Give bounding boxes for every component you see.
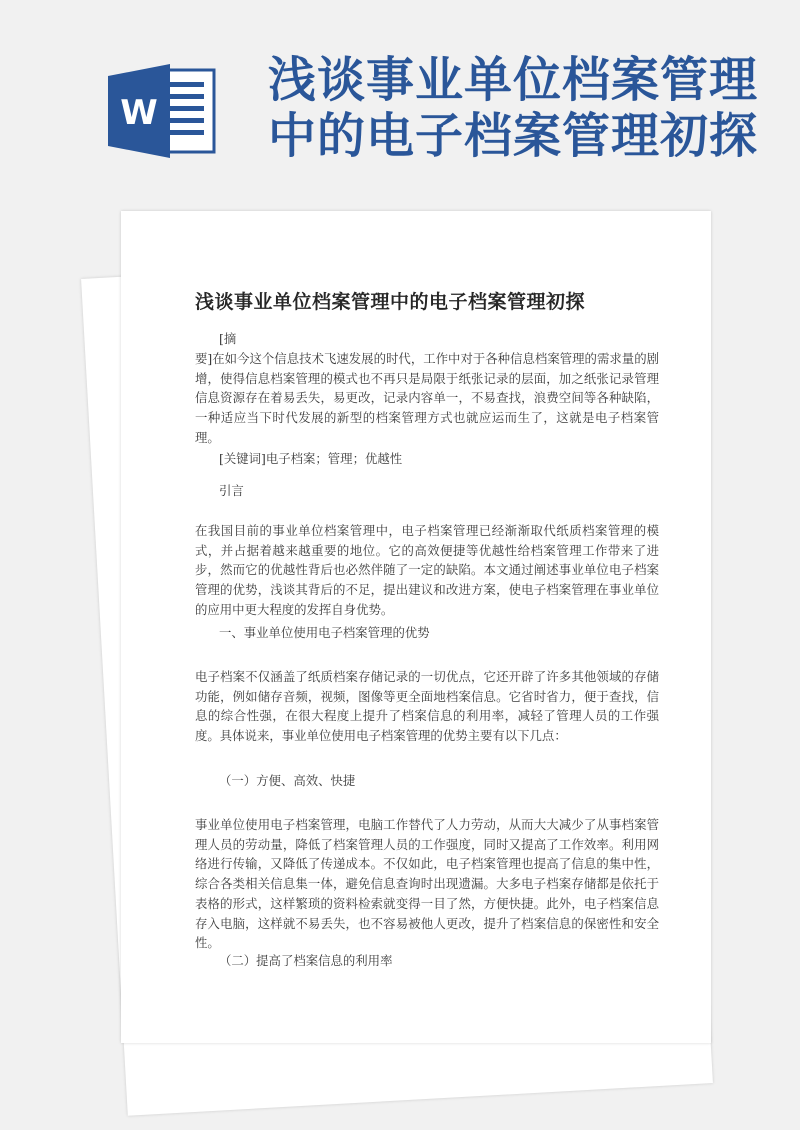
subsection-heading-convenience: （一）方便、高效、快捷 <box>219 773 356 788</box>
section1-paragraph: 电子档案不仅涵盖了纸质档案存储记录的一切优点，它还开辟了许多其他领域的存储功能，例如储存音频，视频，图像等更全面地档案信息。它省时省力，便于查找，信息的综合性强，在很大程度上提升了档案信息的利用率，减轻了管理人员的工作强度。具体说来，事业单位使用电子档案管理的优势主要有以下几点： <box>195 669 659 744</box>
intro-heading: 引言 <box>219 483 244 498</box>
banner-title-line1: 浅谈事业单位档案管理 <box>268 52 759 108</box>
subsection-heading-utilization: （二）提高了档案信息的利用率 <box>219 953 393 968</box>
word-icon <box>108 64 218 158</box>
svg-text:W: W <box>120 93 158 133</box>
abstract-label: [摘 <box>219 331 237 346</box>
document-page <box>121 211 711 1043</box>
banner <box>0 0 800 200</box>
banner-title <box>268 52 788 164</box>
keywords: [关键词]电子档案；管理；优越性 <box>219 451 403 466</box>
abstract-text: 要]在如今这个信息技术飞速发展的时代，工作中对于各种信息档案管理的需求量的剧增，使得信息档案管理的模式也不再只是局限于纸张记录的层面，加之纸张记录管理信息资源存在着易丢失，易更改，记录内容单一，不易查找，浪费空间等各种缺陷，一种适应当下时代发展的新型的档案管理方式也就应运而生了，这就是电子档案管理。 <box>195 351 659 445</box>
section-heading-advantages: 一、事业单位使用电子档案管理的优势 <box>219 625 430 640</box>
intro-paragraph: 在我国目前的事业单位档案管理中，电子档案管理已经渐渐取代纸质档案管理的模式，并占据着越来越重要的地位。它的高效便捷等优越性给档案管理工作带来了进步，然而它的优越性背后也必然伴随了一定的缺陷。本文通过阐述事业单位电子档案管理的优势，浅谈其背后的不足，提出建议和改进方案，使电子档案管理在事业单位的应用中更大程度的发挥自身优势。 <box>195 523 659 617</box>
subsection1-paragraph: 事业单位使用电子档案管理，电脑工作替代了人力劳动，从而大大减少了从事档案管理人员的劳动量，降低了档案管理人员的工作强度，同时又提高了工作效率。利用网络进行传输，又降低了传递成本。不仅如此，电子档案管理也提高了信息的集中性，综合各类相关信息集一体，避免信息查询时出现遗漏。大多电子档案存储都是依托于表格的形式，这样繁琐的资料检索就变得一目了然，方便快捷。此外，电子档案信息存入电脑，这样就不易丢失，也不容易被他人更改，提升了档案信息的保密性和安全性。 <box>195 817 659 951</box>
banner-title-line2: 中的电子档案管理初探 <box>268 108 759 164</box>
document-title: 浅谈事业单位档案管理中的电子档案管理初探 <box>195 291 586 313</box>
